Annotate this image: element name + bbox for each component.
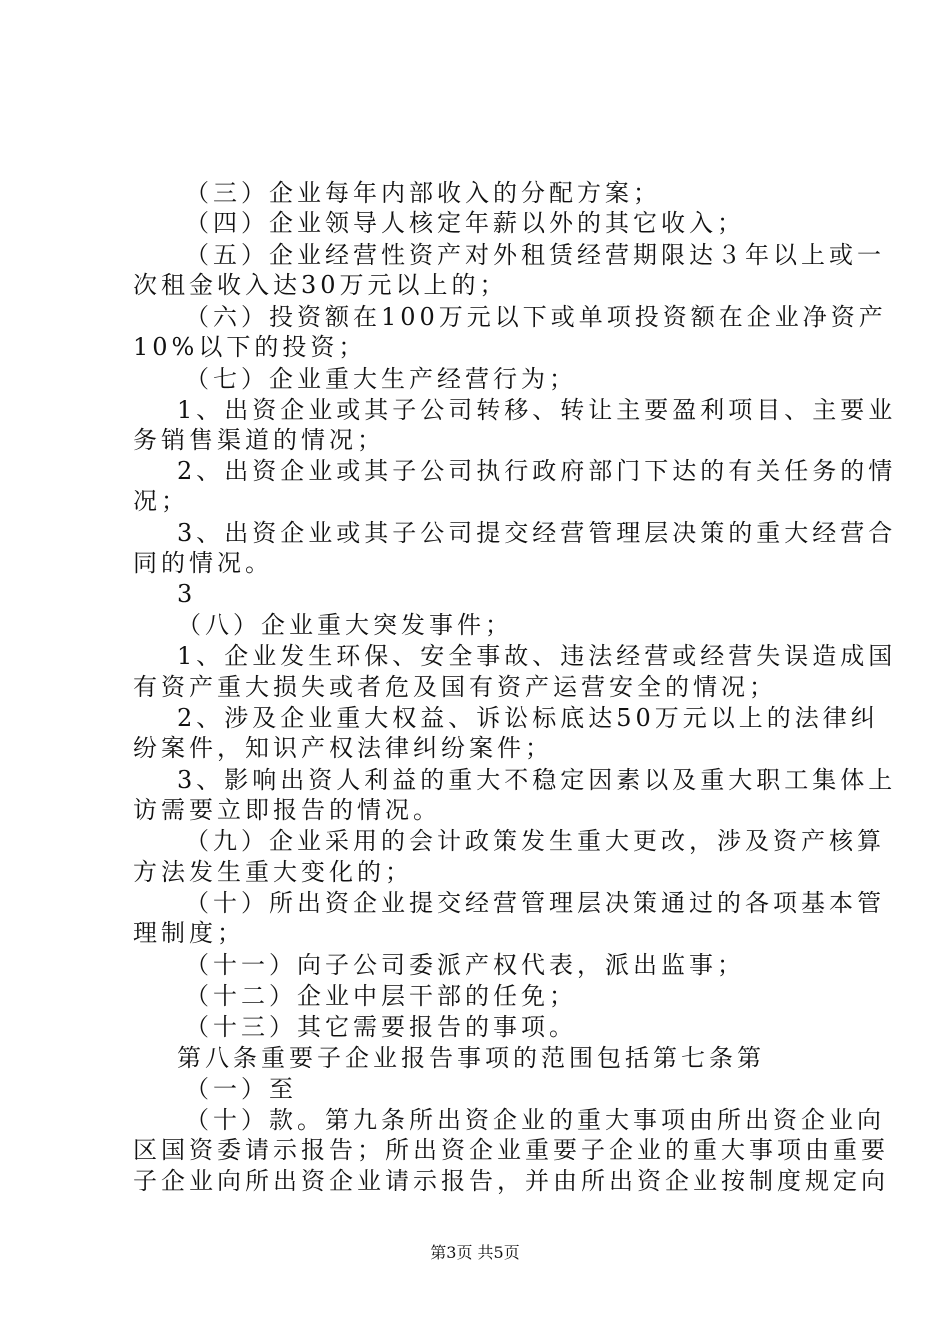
text-line: （七）企业重大生产经营行为； <box>185 365 577 393</box>
text-line: （三）企业每年内部收入的分配方案； <box>185 179 661 207</box>
text-line: （十一）向子公司委派产权代表，派出监事； <box>185 951 745 979</box>
text-line: 访需要立即报告的情况。 <box>133 796 441 824</box>
text-line: 有资产重大损失或者危及国有资产运营安全的情况； <box>133 673 777 701</box>
text-line: （五）企业经营性资产对外租赁经营期限达３年以上或一 <box>185 241 885 269</box>
text-line: 理制度； <box>133 919 245 947</box>
text-line: 1、出资企业或其子公司转移、转让主要盈利项目、主要业 <box>177 396 897 424</box>
page-number-inline: 3 <box>177 580 197 608</box>
text-line: 纷案件，知识产权法律纠纷案件； <box>133 734 553 762</box>
text-line: 同的情况。 <box>133 549 273 577</box>
page-footer: 第3页 共5页 <box>430 1243 520 1262</box>
text-line: 次租金收入达30万元以上的； <box>133 271 508 299</box>
text-line: （十）所出资企业提交经营管理层决策通过的各项基本管 <box>185 889 885 917</box>
text-line: 1、企业发生环保、安全事故、违法经营或经营失误造成国 <box>177 642 897 670</box>
text-line: 10%以下的投资； <box>133 333 367 361</box>
text-line: （八）企业重大突发事件； <box>177 611 513 639</box>
text-line: （十三）其它需要报告的事项。 <box>185 1013 577 1041</box>
text-line: （六）投资额在100万元以下或单项投资额在企业净资产 <box>185 303 887 331</box>
text-line: 区国资委请示报告；所出资企业重要子企业的重大事项由重要 <box>133 1136 889 1164</box>
text-line: （十）款。第九条所出资企业的重大事项由所出资企业向 <box>185 1106 885 1134</box>
text-line: 况； <box>133 487 189 515</box>
text-line: （四）企业领导人核定年薪以外的其它收入； <box>185 209 745 237</box>
text-line: 2、涉及企业重大权益、诉讼标底达50万元以上的法律纠 <box>177 704 879 732</box>
text-line: 第八条重要子企业报告事项的范围包括第七条第 <box>177 1044 765 1072</box>
text-line: 子企业向所出资企业请示报告，并由所出资企业按制度规定向 <box>133 1167 889 1195</box>
text-line: （九）企业采用的会计政策发生重大更改，涉及资产核算 <box>185 827 885 855</box>
text-line: （十二）企业中层干部的任免； <box>185 982 577 1010</box>
text-line: 2、出资企业或其子公司执行政府部门下达的有关任务的情 <box>177 457 897 485</box>
text-line: 方法发生重大变化的； <box>133 858 413 886</box>
text-line: 3、出资企业或其子公司提交经营管理层决策的重大经营合 <box>177 519 897 547</box>
text-line: （一）至 <box>185 1075 297 1103</box>
text-line: 3、影响出资人利益的重大不稳定因素以及重大职工集体上 <box>177 766 897 794</box>
text-line: 务销售渠道的情况； <box>133 426 385 454</box>
